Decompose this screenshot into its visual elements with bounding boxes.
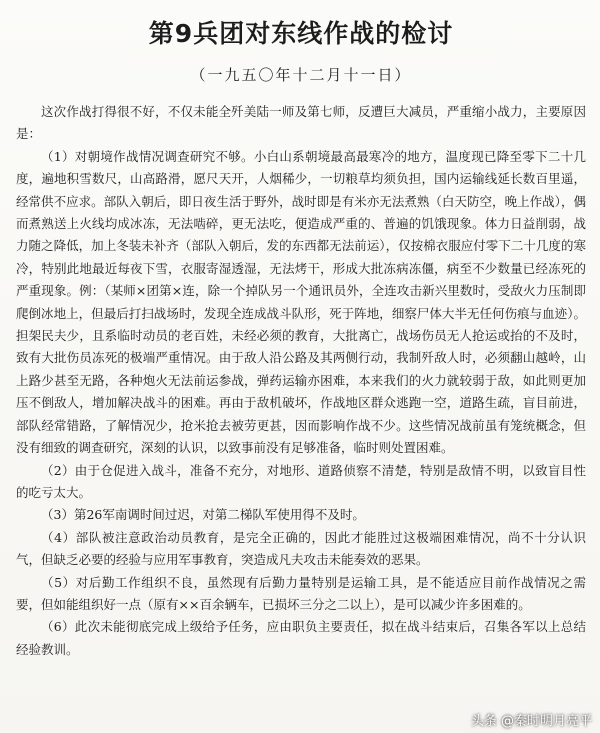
- intro-paragraph: 这次作战打得很不好，不仅未能全歼美陆一师及第七师，反遭巨大减员，严重缩小战力，主要原因是：: [16, 104, 586, 142]
- source-watermark: 头条 @秦时明月亮平: [470, 714, 592, 729]
- reason-1-paragraph: （1）对朝境作战情况调查研究不够。小白山系朝境最高最寒冷的地方，温度现已降至零下二十几度，遍地积雪数尺，山高路滑，愿尺天开，人烟稀少，一切粮草均须负担，国内运输线延长数百里遥，经常供不应求。部队入朝后，即日夜生活于野外，战时即是有米亦无法煮熟（白天防空，晚上作战），偶而煮熟送上火线均成冰冻，无法啮碎，更无法吃，便造成严重的、普遍的饥饿现象。体力日益削弱，战力随之降低，加上冬装未补齐（部队入朝后，发的东西都无法前运），仅按棉衣服应付零下二十几度的寒冷，特别此地最近每夜下雪，衣服寄湿透湿，无法烤干，形成大批冻病冻僵，病至不少数量已经冻死的严重现象。例：（某师×团第×连，除一个掉队另一个通讯员外，全连攻击新兴里数时，受敌火力压制即爬倒冰地上，但最后打扫战场时，发现全连成战斗队形，死于阵地，细察尸体大半无任何伤痕与血迹）。担架民夫少，且系临时动员的老百姓，未经必须的教育，大批离亡，战场伤员无人抢运或抬的不及时，致有大批伤员冻死的极端严重情况。由于敌人沿公路及其两侧行动，我制歼敌人时，必须翻山越岭，山上路少甚至无路，各种炮火无法前运参战，弹药运输亦困难，本来我们的火力就较弱于敌，如此则更加压不倒敌人，增加解决战斗的困难。再由于敌机破坏，作战地区群众逃跑一空，道路生疏，盲目前进，部队经常错路，了解情况少，抢米抢去被劳更甚，因而影响作战不少。这些情况战前虽有笼统概念，但没有细致的调查研究，深刻的认识，以致事前没有足够准备，临时则处置困难。: [16, 148, 586, 456]
- document-date: （一九五〇年十二月十一日）: [190, 66, 412, 84]
- reason-2-paragraph: （2）由于仓促进入战斗，准备不充分，对地形、道路侦察不清楚，特别是敌情不明，以致盲目性的吃亏太大。: [16, 462, 586, 500]
- reason-3-paragraph: （3）第26军南调时间过迟，对第二梯队军使用得不及时。: [41, 507, 365, 523]
- document-title: 第9兵团对东线作战的检讨: [148, 19, 454, 48]
- reason-4-paragraph: （4）部队被注意政治动员教育，是完全正确的，因此才能胜过这极端困难情况，尚不十分认识气，但缺乏必要的经验与应用军事教育，突造成凡夫攻击未能奏效的恶果。: [16, 529, 586, 568]
- reason-5-paragraph: （5）对后勤工作组织不良，虽然现有后勤力量特别是运输工具，是不能适应目前作战情况之需要，但如能组织好一点（原有××百余辆车，已损坏三分之二以上），是可以减少许多困难的。: [16, 574, 586, 612]
- reason-6-paragraph: （6）此次未能彻底完成上级给予任务，应由职负主要责任，拟在战斗结束后，召集各军以上总结经验教训。: [16, 619, 586, 657]
- document-body: [16, 101, 586, 661]
